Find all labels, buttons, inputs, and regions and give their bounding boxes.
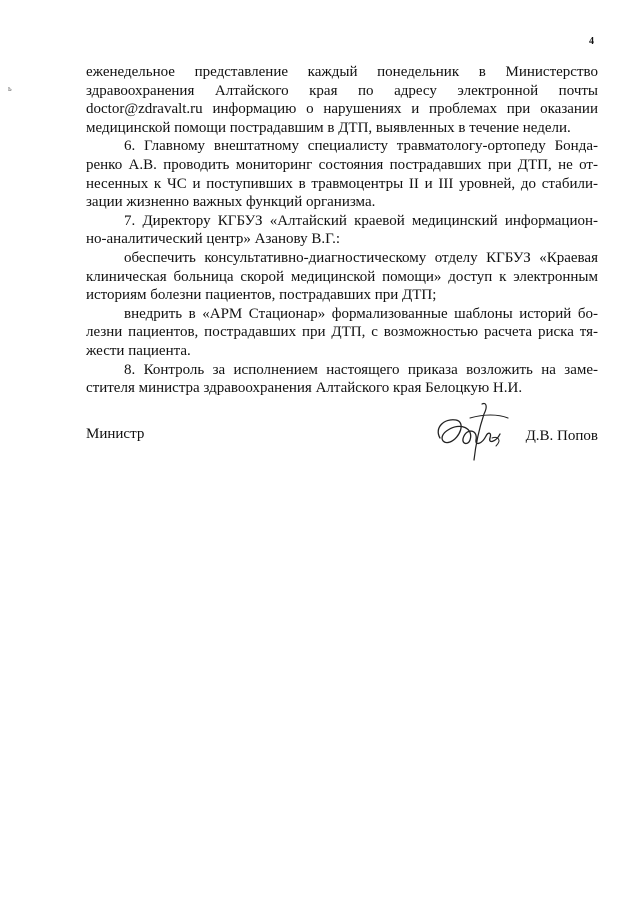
body-line: клиническая больница скорой медицинской помощи» доступ к электронным (86, 268, 598, 285)
handwritten-signature-icon (430, 398, 516, 464)
body-line: лезни пациентов, пострадавших при ДТП, с возможностью расчета риска тя- (86, 324, 598, 341)
signature-block (86, 424, 598, 484)
body-line: 6. Главному внештатному специалисту травматологу-ортопеду Бонда- (124, 138, 598, 155)
body-text (86, 63, 598, 398)
signer-title: Министр (86, 426, 145, 442)
body-line: жести пациента. (86, 342, 191, 359)
body-line: зации жизненно важных функций организма. (86, 194, 376, 211)
body-line: несенных к ЧС и поступивших в травмоцентры II и III уровней, до стабили- (86, 175, 598, 192)
body-line: еженедельное представление каждый понедельник в Министерство (86, 64, 598, 80)
body-line: здравоохранения Алтайского края по адресу электронной почты (86, 82, 598, 99)
body-line: но-аналитический центр» Азанову В.Г.: (86, 231, 341, 248)
body-line: doctor@zdravalt.ru информацию о нарушениях и проблемах при оказании (86, 101, 598, 118)
margin-mark: ь (8, 84, 12, 93)
body-line: 8. Контроль за исполнением настоящего приказа возложить на заме- (124, 361, 598, 378)
signer-name: Д.В. Попов (525, 428, 598, 444)
body-line: обеспечить консультативно-диагностическому отделу КГБУЗ «Краевая (124, 249, 598, 266)
body-line: внедрить в «АРМ Стационар» формализованные шаблоны историй бо- (124, 305, 598, 322)
body-line: стителя министра здравоохранения Алтайского края Белоцкую Н.И. (86, 380, 523, 397)
body-line: историям болезни пациентов, пострадавших при ДТП; (86, 287, 437, 304)
body-line: медицинской помощи пострадавшим в ДТП, выявленных в течение недели. (86, 119, 571, 136)
body-line: 7. Директору КГБУЗ «Алтайский краевой медицинский информацион- (124, 212, 598, 229)
body-line: ренко А.В. проводить мониторинг состояния пострадавших при ДТП, не от- (86, 156, 598, 173)
page-number: 4 (589, 36, 594, 47)
